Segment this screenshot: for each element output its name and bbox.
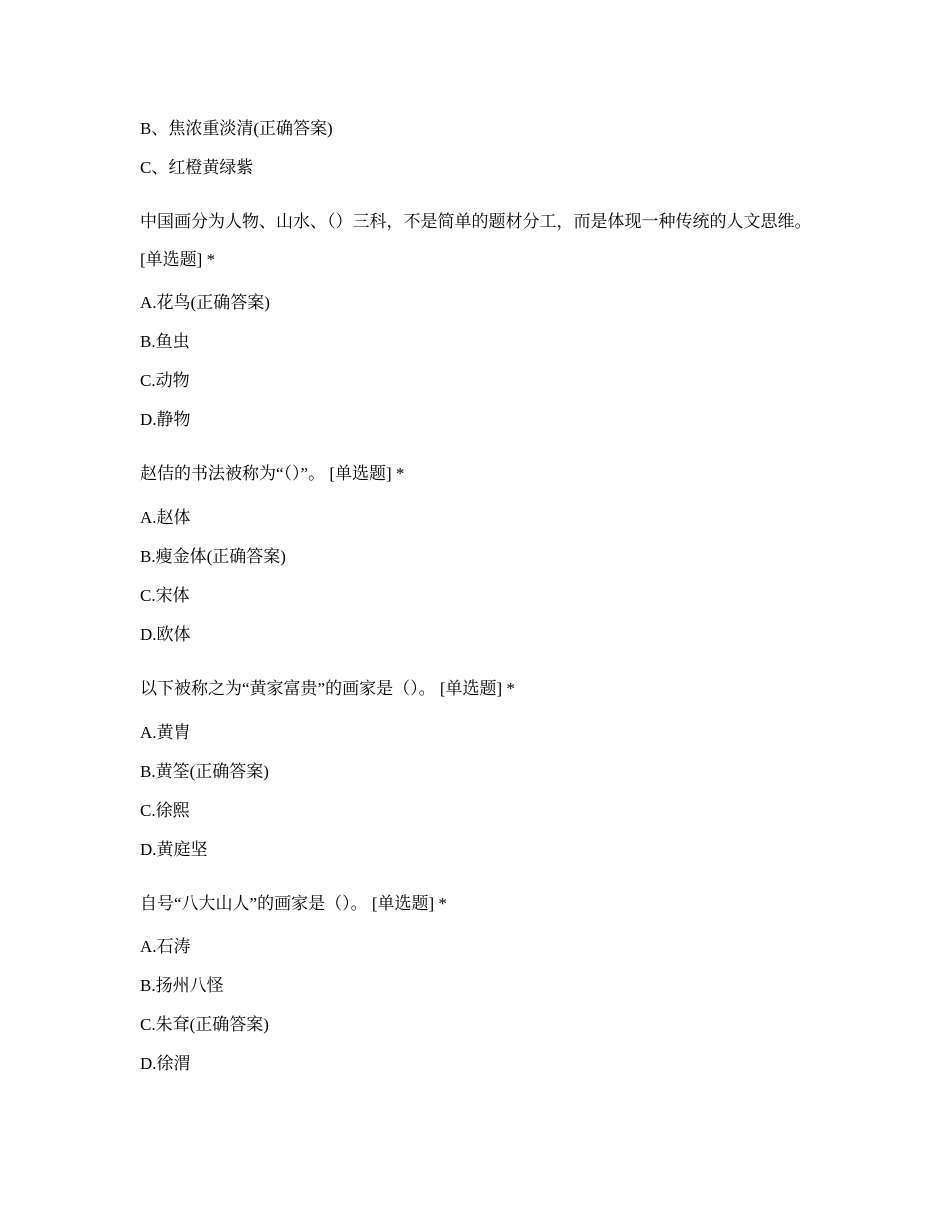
q2-option-a: A.赵体 <box>140 508 191 527</box>
q3-option-c: C.徐熙 <box>140 801 190 820</box>
question-2-text: 赵佶的书法被称为“（）”。 [单选题] * <box>140 464 405 483</box>
q4-option-b: B.扬州八怪 <box>140 976 224 995</box>
q1-option-d: D.静物 <box>140 410 191 429</box>
q1-option-c: C.动物 <box>140 371 190 390</box>
q4-option-d: D.徐渭 <box>140 1054 191 1073</box>
option-prev-b: B、焦浓重淡清(正确答案) <box>140 119 333 138</box>
q2-option-b: B.瘦金体(正确答案) <box>140 547 286 566</box>
q1-option-b: B.鱼虫 <box>140 332 190 351</box>
q3-option-a: A.黄胄 <box>140 723 191 742</box>
q2-option-c: C.宋体 <box>140 586 190 605</box>
question-4-text: 自号“八大山人”的画家是（）。 [单选题] * <box>140 894 447 913</box>
q3-option-b: B.黄筌(正确答案) <box>140 762 269 781</box>
q3-option-d: D.黄庭坚 <box>140 840 208 859</box>
q4-option-a: A.石涛 <box>140 937 191 956</box>
question-1-text: 中国画分为人物、山水、（）三科，不是简单的题材分工，而是体现一种传统的人文思维。 [单选题] * <box>140 212 812 269</box>
q2-option-d: D.欧体 <box>140 625 191 644</box>
question-3-text: 以下被称之为“黄家富贵”的画家是（）。 [单选题] * <box>140 679 515 698</box>
q4-option-c: C.朱耷(正确答案) <box>140 1015 269 1034</box>
q1-option-a: A.花鸟(正确答案) <box>140 293 270 312</box>
option-prev-c: C、红橙黄绿紫 <box>140 158 254 177</box>
